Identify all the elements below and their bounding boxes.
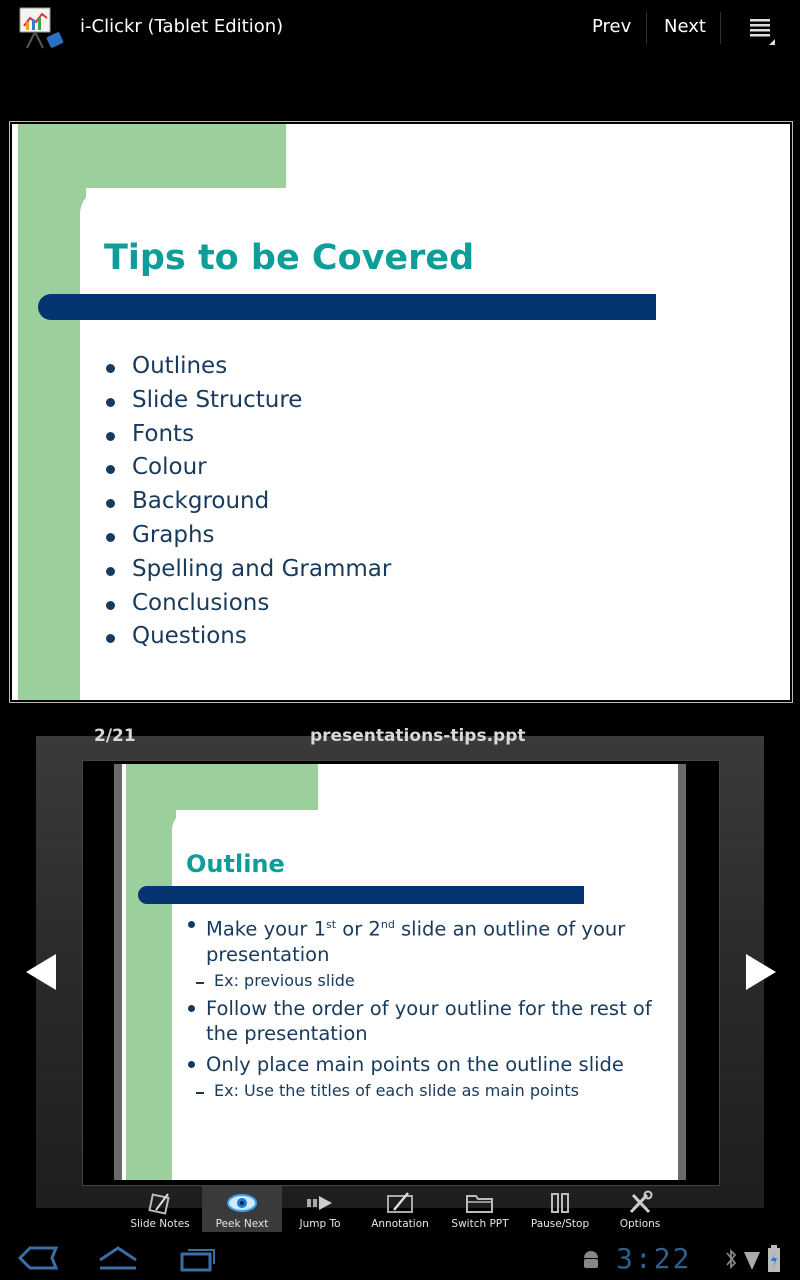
options-button[interactable]: Options [600, 1186, 680, 1232]
overflow-menu-icon[interactable] [746, 14, 776, 46]
action-separator [720, 12, 721, 44]
eye-icon [226, 1190, 258, 1216]
preview-accent-block [126, 764, 318, 810]
recent-apps-icon[interactable] [176, 1242, 220, 1274]
preview-bullet: Make your 1st or 2nd slide an outline of your presentation [184, 912, 664, 967]
slide-bullet: Outlines [106, 350, 391, 384]
tools-icon [625, 1190, 655, 1216]
slide-bullet: Colour [106, 451, 391, 485]
previous-slide-arrow-icon[interactable] [24, 952, 58, 992]
next-slide-preview[interactable] [114, 764, 686, 1180]
prev-button[interactable]: Prev [592, 16, 632, 37]
slide-accent-bar [18, 124, 86, 700]
preview-sub-bullet: Ex: Use the titles of each slide as main points [184, 1077, 664, 1105]
slide-bullet: Spelling and Grammar [106, 553, 391, 587]
switch-ppt-button[interactable]: Switch PPT [440, 1186, 520, 1232]
slide-bullet-list [106, 350, 391, 654]
jump-to-button[interactable]: Jump To [280, 1186, 360, 1232]
battery-icon [766, 1244, 782, 1274]
slide-bullet: Fonts [106, 418, 391, 452]
slide-bullet: Graphs [106, 519, 391, 553]
preview-accent-bar [126, 764, 176, 1180]
presenter-panel [0, 712, 800, 1238]
slide-bullet: Conclusions [106, 587, 391, 621]
slide-notes-button[interactable]: Slide Notes [120, 1186, 200, 1232]
action-separator [646, 12, 647, 44]
slide-bullet: Questions [106, 620, 391, 654]
notes-pencil-icon [146, 1190, 174, 1216]
next-slide-arrow-icon[interactable] [744, 952, 778, 992]
preview-title: Outline [186, 850, 285, 878]
pause-stop-button[interactable]: Pause/Stop [520, 1186, 600, 1232]
preview-bullet: Follow the order of your outline for the rest of the presentation [184, 996, 664, 1046]
annotation-pen-icon [384, 1190, 416, 1216]
preview-sub-bullet: Ex: previous slide [184, 967, 664, 995]
slide-title-rule [38, 294, 656, 320]
preview-bullet: Only place main points on the outline slide [184, 1052, 664, 1077]
slide-counter: 2/21 [94, 726, 136, 746]
slide-title: Tips to be Covered [104, 238, 475, 278]
annotation-button[interactable]: Annotation [360, 1186, 440, 1232]
app-title: i-Clickr (Tablet Edition) [80, 16, 284, 37]
presenter-toolbar [120, 1186, 680, 1232]
bluetooth-icon [724, 1246, 738, 1272]
slide-accent-block [18, 124, 286, 188]
next-button[interactable]: Next [664, 16, 706, 37]
preview-title-rule [138, 886, 584, 904]
current-slide[interactable] [10, 122, 792, 702]
peek-next-button[interactable]: Peek Next [202, 1186, 282, 1232]
system-bar [0, 1238, 800, 1280]
presentation-easel-icon[interactable] [18, 6, 64, 50]
back-icon[interactable] [16, 1242, 60, 1274]
signal-icon [742, 1248, 762, 1272]
jump-arrow-icon [304, 1190, 336, 1216]
clock: 3:22 [616, 1242, 692, 1275]
android-debug-icon [580, 1248, 602, 1270]
folder-icon [464, 1190, 496, 1216]
preview-bullet-list [184, 912, 664, 1105]
pause-icon [546, 1190, 574, 1216]
slide-bullet: Slide Structure [106, 384, 391, 418]
file-name: presentations-tips.ppt [310, 726, 526, 746]
action-bar [0, 0, 800, 112]
slide-bullet: Background [106, 485, 391, 519]
home-icon[interactable] [96, 1242, 140, 1274]
